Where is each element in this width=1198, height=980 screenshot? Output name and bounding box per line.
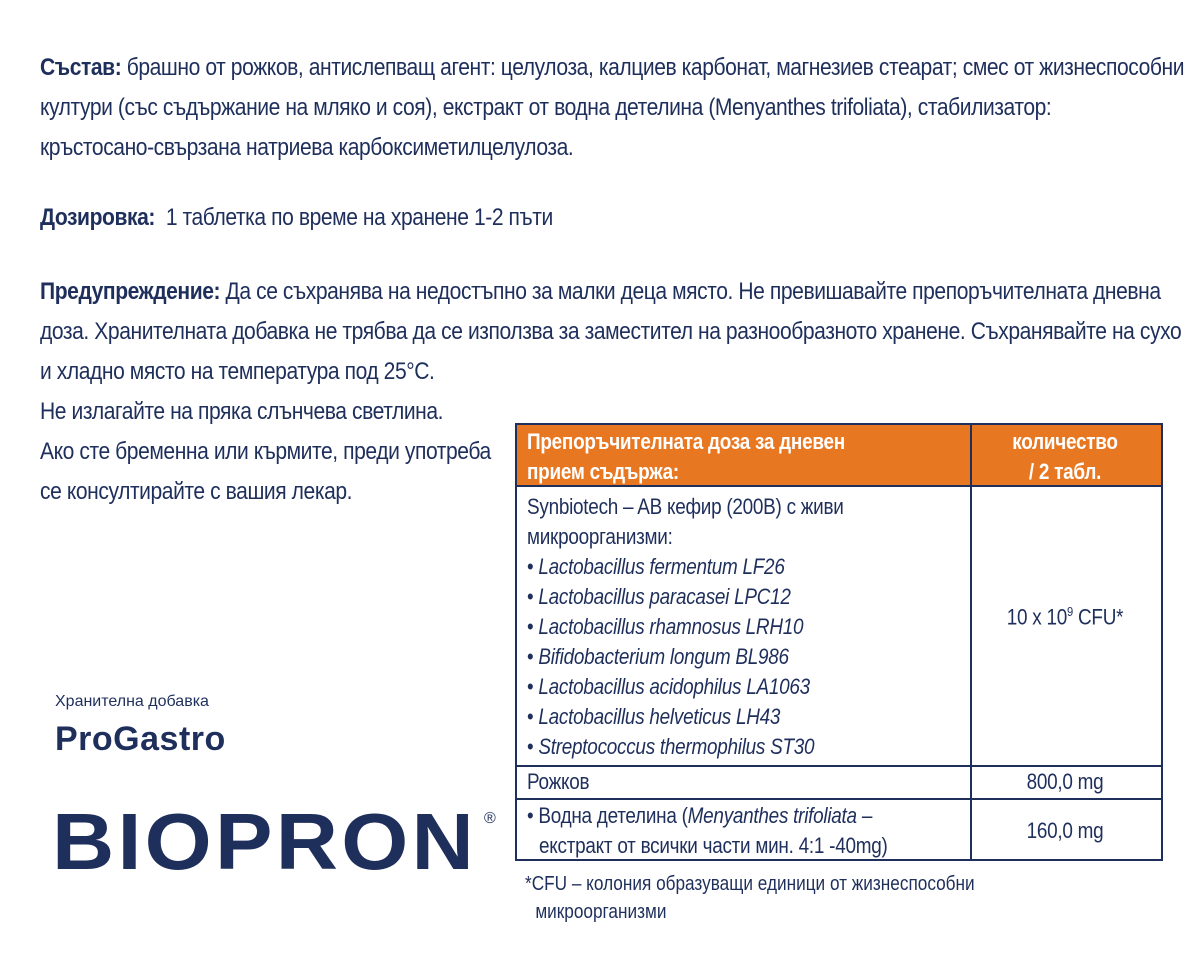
header-dose-label: Препоръчителната доза за дневен прием съдържа: [527,429,845,484]
buckbean-amount: 160,0 mg [1026,818,1104,843]
composition-paragraph [40,48,1185,168]
product-type: Хранителна добавка [55,693,209,710]
product-name: ProGastro [55,720,226,758]
table-row-carob: Рожков [527,769,590,794]
list-item: • Lactobacillus rhamnosus LRH10 [527,614,804,639]
composition-label: Състав: [40,54,122,81]
warning-text-1: Да се съхранява на недостъпно за малки деца място. Не превишавайте препоръчителната дневна [220,278,1161,305]
brand-logo [52,797,502,882]
synbiotech-amount: 10 x $10^9$ CFU* [1006,604,1124,630]
synbiotech-line-1: Synbiotech – AB кефир (200B) с живи [527,494,844,519]
dosage-paragraph [40,198,1012,238]
list-item: • Lactobacillus acidophilus LA1063 [527,674,810,699]
list-item: • Lactobacillus fermentum LF26 [527,554,785,579]
header-amount-label: количество / 2 табл. [1012,429,1118,484]
list-item: • Lactobacillus helveticus LH43 [527,704,781,729]
list-item: • Lactobacillus paracasei LPC12 [527,584,791,609]
synbiotech-line-2: микроорганизми: [527,524,673,549]
composition-text-1: брашно от рожков, антислепващ агент: целулоза, калциев карбонат, магнезиев стеарат; смес от жизнеспособни [121,54,1185,81]
warning-text-6: се консултирайте с вашия лекар. [40,478,353,505]
table-column-divider [970,425,972,859]
composition-text-2: култури (със съдържание на мляко и соя), екстракт от водна детелина (Menyanthes trifoliata), стабилизатор: [40,94,1052,121]
warning-text-5: Ако сте бременна или кърмите, преди употреба [40,438,491,465]
warning-text-2: доза. Хранителната добавка не трябва да се използва за заместител на разнообразното хранене. Съхранявайте на сухо [40,318,1182,345]
warning-label: Предупреждение: [40,278,221,305]
cfu-footnote: *CFU – колония образуващи единици от жизнеспособни микроорганизми [525,873,975,923]
composition-text-3: кръстосано-свързана натриева карбоксиметилцелулоза. [40,134,574,161]
table-row-synbiotech [527,492,844,762]
dosage-label: Дозировка: [40,204,155,231]
warning-text-3: и хладно място на температура под 25°C. [40,358,435,385]
registered-mark: ® [484,810,496,827]
list-item: • Bifidobacterium longum BL986 [527,644,789,669]
brand-wordmark: BIOPRON [52,797,477,877]
strain-list [527,552,844,762]
warning-text-4: Не излагайте на пряка слънчева светлина. [40,398,444,425]
carob-amount: 800,0 mg [1026,769,1104,794]
ingredients-table [515,423,1163,861]
table-row-divider [517,798,1161,800]
dosage-text: 1 таблетка по време на хранене 1-2 пъти [154,204,553,231]
table-row-buckbean: • Водна детелина (Menyanthes trifoliata – екстракт от всички части мин. 4:1 -40mg) [527,803,888,858]
list-item: • Streptococcus thermophilus ST30 [527,734,815,759]
